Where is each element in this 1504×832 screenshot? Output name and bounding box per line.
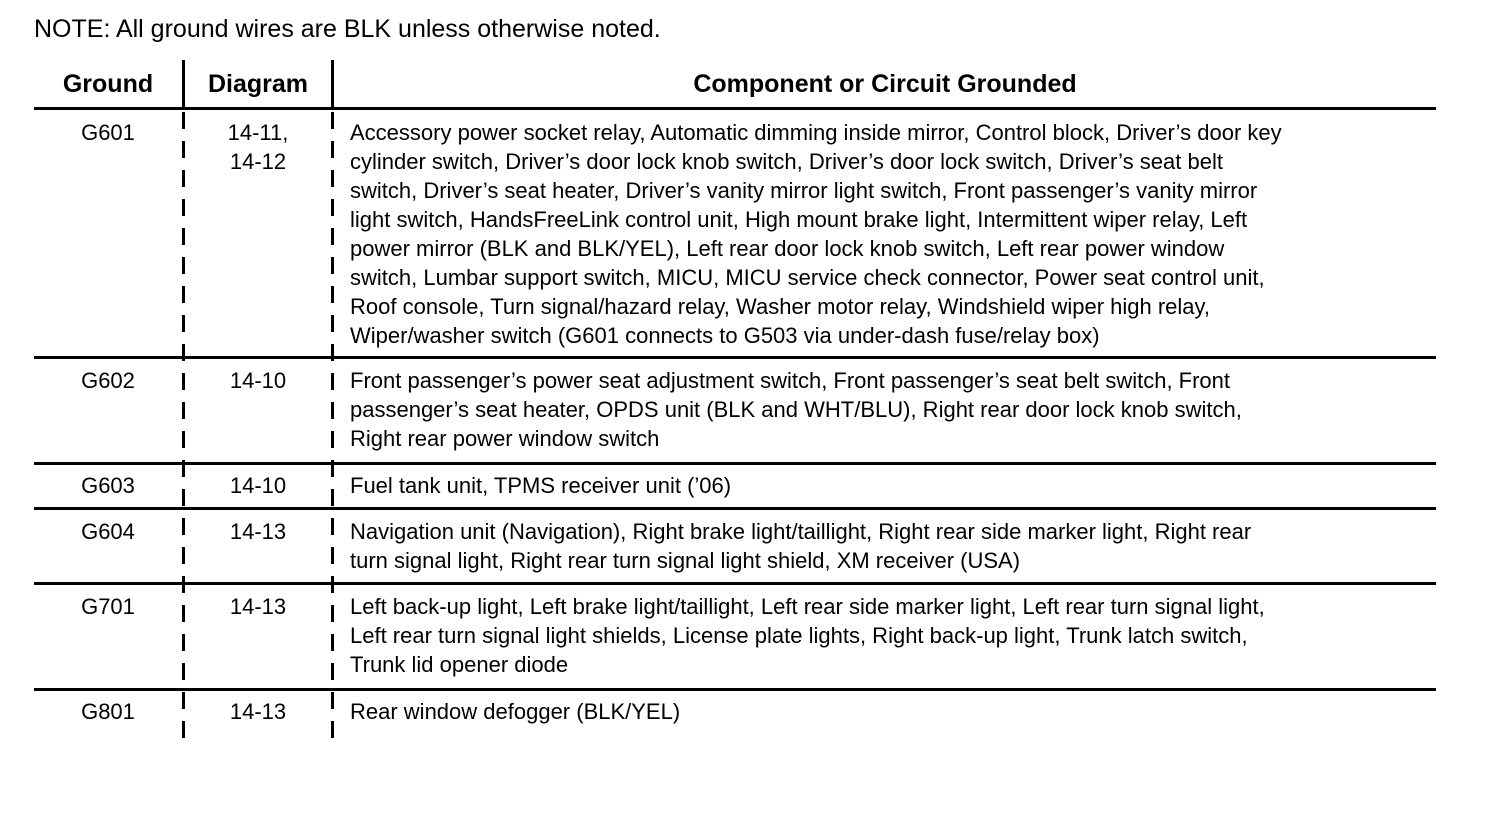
table-row-components xyxy=(350,118,1425,350)
table-row-ground: G604 xyxy=(81,519,135,544)
diagram-ref: 14-10 xyxy=(229,368,287,393)
table-row-diagram xyxy=(184,118,332,176)
table-row-ground: G701 xyxy=(81,594,135,619)
header-component: Component or Circuit Grounded xyxy=(693,70,1077,98)
component-line: Wiper/washer switch (G601 connects to G503 via under-dash fuse/relay box) xyxy=(350,323,1100,348)
component-line: Navigation unit (Navigation), Right brake light/taillight, Right rear side marker light, Right rear xyxy=(350,519,1252,544)
diagram-ref: 14-12 xyxy=(229,149,287,174)
diagram-ref: 14-13 xyxy=(229,594,287,619)
component-line: Accessory power socket relay, Automatic dimming inside mirror, Control block, Driver’s door key xyxy=(350,120,1282,145)
table-row-ground: G602 xyxy=(81,368,135,393)
header-divider xyxy=(182,60,185,108)
table-row-components xyxy=(350,366,1425,453)
table-row-ground: G801 xyxy=(81,699,135,724)
table-row-ground: G603 xyxy=(81,473,135,498)
diagram-ref: 14-10 xyxy=(229,473,287,498)
row-divider xyxy=(34,582,1436,585)
column-divider xyxy=(331,112,334,744)
header-diagram: Diagram xyxy=(207,70,309,98)
row-divider xyxy=(34,356,1436,359)
diagram-ref: 14-11, xyxy=(227,120,289,145)
component-line: power mirror (BLK and BLK/YEL), Left rear door lock knob switch, Left rear power window xyxy=(350,236,1225,261)
component-line: Trunk lid opener diode xyxy=(350,652,569,677)
header-divider xyxy=(331,60,334,108)
table-header xyxy=(34,60,1436,108)
row-divider xyxy=(34,688,1436,691)
table-row-diagram xyxy=(184,471,332,500)
table-row-components xyxy=(350,471,1425,500)
component-line: light switch, HandsFreeLink control unit, High mount brake light, Intermittent wiper relay, Left xyxy=(350,207,1248,232)
component-line: Right rear power window switch xyxy=(350,426,660,451)
diagram-ref: 14-13 xyxy=(229,519,287,544)
component-line: cylinder switch, Driver’s door lock knob switch, Driver’s door lock switch, Driver’s seat belt xyxy=(350,149,1223,174)
row-divider xyxy=(34,507,1436,510)
component-line: Left back-up light, Left brake light/taillight, Left rear side marker light, Left rear turn signal light, xyxy=(350,594,1265,619)
component-line: Left rear turn signal light shields, License plate lights, Right back-up light, Trunk latch switch, xyxy=(350,623,1248,648)
component-line: passenger’s seat heater, OPDS unit (BLK and WHT/BLU), Right rear door lock knob switch, xyxy=(350,397,1242,422)
table-row-components xyxy=(350,517,1425,575)
table-row-diagram xyxy=(184,697,332,726)
table-row-diagram xyxy=(184,517,332,546)
component-line: Fuel tank unit, TPMS receiver unit (’06) xyxy=(350,473,732,498)
component-line: switch, Lumbar support switch, MICU, MICU service check connector, Power seat control unit, xyxy=(350,265,1265,290)
table-row-diagram xyxy=(184,366,332,395)
row-divider xyxy=(34,107,1436,110)
column-divider xyxy=(182,112,185,744)
component-line: Front passenger’s power seat adjustment switch, Front passenger’s seat belt switch, Front xyxy=(350,368,1231,393)
table-row-diagram xyxy=(184,592,332,621)
table-row-components xyxy=(350,592,1425,679)
component-line: switch, Driver’s seat heater, Driver’s vanity mirror light switch, Front passenger’s vanity mirror xyxy=(350,178,1258,203)
note-text: NOTE: All ground wires are BLK unless otherwise noted. xyxy=(34,15,661,43)
component-line: Rear window defogger (BLK/YEL) xyxy=(350,699,681,724)
component-line: Roof console, Turn signal/hazard relay, Washer motor relay, Windshield wiper high relay, xyxy=(350,294,1211,319)
row-divider xyxy=(34,462,1436,465)
header-ground: Ground xyxy=(62,70,154,98)
table-row-ground: G601 xyxy=(81,120,135,145)
component-line: turn signal light, Right rear turn signal light shield, XM receiver (USA) xyxy=(350,548,1021,573)
diagram-ref: 14-13 xyxy=(229,699,287,724)
table-row-components xyxy=(350,697,1425,726)
